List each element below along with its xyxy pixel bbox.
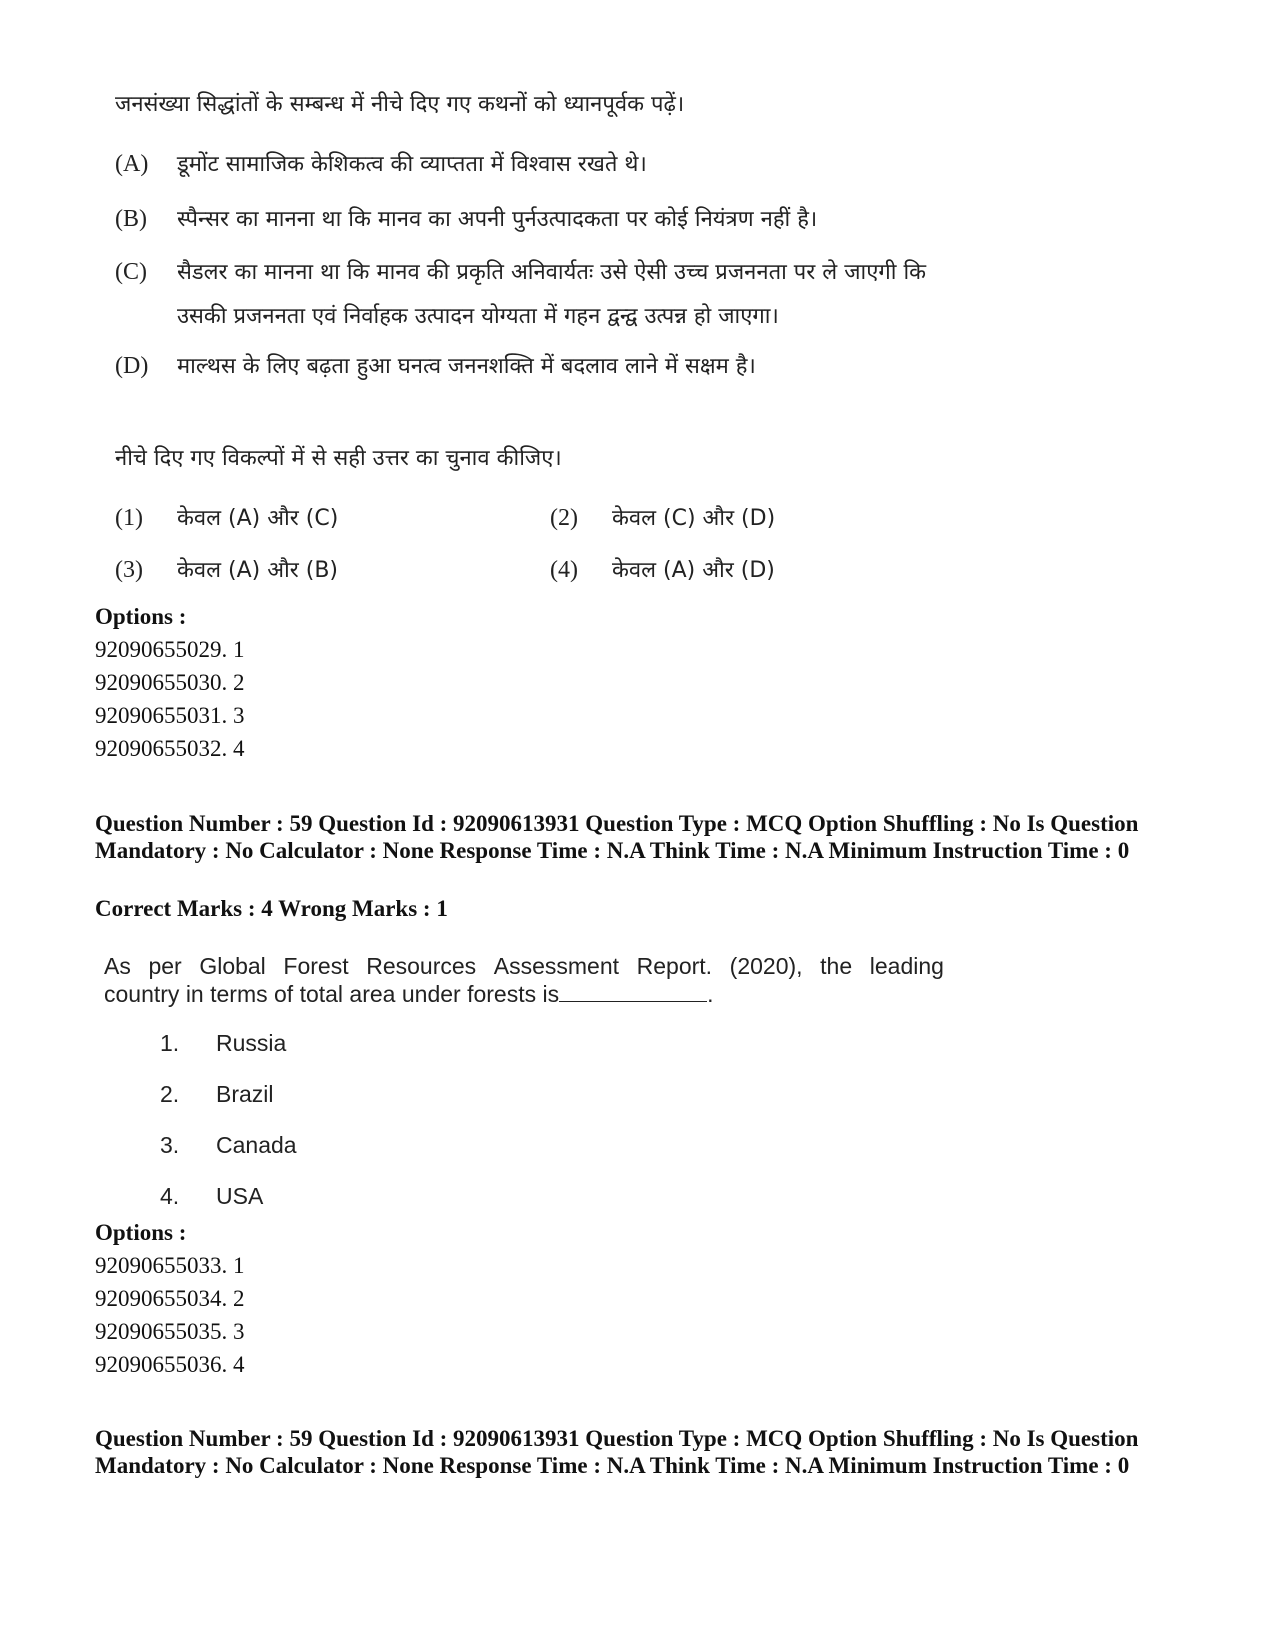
choice-russia: [160, 1030, 286, 1057]
choice-number: (1): [115, 505, 143, 531]
question-word: Global: [199, 953, 266, 979]
option-line: 92090655033. 1: [95, 1253, 245, 1278]
choose-instruction: नीचे दिए गए विकल्पों में से सही उत्तर का चुनाव कीजिए।: [115, 446, 562, 471]
option-line: 92090655032. 4: [95, 736, 245, 761]
option-line: 92090655035. 3: [95, 1319, 245, 1344]
question-word: per: [148, 953, 182, 979]
choice-canada: [160, 1132, 297, 1159]
choice-brazil: [160, 1081, 274, 1108]
option-line: 92090655036. 4: [95, 1352, 245, 1377]
choice-number: (2): [550, 505, 578, 531]
question-word: (2020),: [729, 953, 803, 979]
choice-1: [115, 502, 338, 532]
question-text: country in terms of total area under forests is: [104, 981, 560, 1007]
statement-c: [115, 256, 927, 329]
choice-usa: [160, 1183, 263, 1210]
statement-text: डूमोंट सामाजिक केशिकत्व की व्याप्तता में विश्वास रखते थे।: [177, 152, 647, 177]
statement-text: सैडलर का मानना था कि मानव की प्रकृति अनिवार्यतः उसे ऐसी उच्च प्रजननता पर ले जाएगी कि: [177, 260, 927, 285]
choice-text: केवल (A) और (C): [177, 506, 339, 531]
choice-number: (3): [115, 557, 143, 583]
question-meta: Question Number : 59 Question Id : 92090613931 Question Type : MCQ Option Shuffling : No Is Question Mandatory : No Calculator : None Response Time : N.A Think Time : N.A Minimum Instruction Time : 0: [95, 811, 1139, 863]
question-word: Forest: [283, 953, 349, 979]
statement-text: स्पैन्सर का मानना था कि मानव का अपनी पुर्नउत्पादकता पर कोई नियंत्रण नहीं है।: [177, 207, 818, 232]
statement-text: माल्थस के लिए बढ़ता हुआ घनत्व जननशक्ति में बदलाव लाने में सक्षम है।: [177, 354, 756, 379]
question-end: .: [707, 981, 714, 1007]
question-word: As: [104, 953, 131, 979]
question-word: leading: [869, 953, 944, 979]
option-line: 92090655034. 2: [95, 1286, 245, 1311]
next-question-meta: Question Number : 59 Question Id : 92090613931 Question Type : MCQ Option Shuffling : No Is Question Mandatory : No Calculator : None Response Time : N.A Think Time : N.A Minimum Instruction Time : 0: [95, 1426, 1139, 1478]
options-heading: Options :: [95, 604, 187, 629]
question-word: the: [820, 953, 853, 979]
choice-number: 3.: [160, 1132, 180, 1158]
choice-text: Brazil: [216, 1081, 274, 1107]
choice-2: [550, 502, 775, 532]
choice-3: [115, 554, 338, 584]
choice-number: 1.: [160, 1030, 180, 1056]
answer-blank: [559, 981, 707, 1002]
choice-4: [550, 554, 775, 584]
choice-number: 4.: [160, 1183, 180, 1209]
statement-label: (C): [115, 259, 147, 285]
question-line-1: [104, 952, 944, 980]
choice-number: 2.: [160, 1081, 180, 1107]
statement-d: [115, 350, 756, 380]
options-heading: Options :: [95, 1220, 187, 1245]
choice-text: Canada: [216, 1132, 297, 1158]
statement-label: (A): [115, 151, 149, 177]
marks-line: Correct Marks : 4 Wrong Marks : 1: [95, 896, 448, 921]
question-word: Resources: [366, 953, 477, 979]
statement-a: [115, 148, 647, 178]
choice-text: USA: [216, 1183, 264, 1209]
choice-text: Russia: [216, 1030, 287, 1056]
english-question: [104, 952, 964, 1008]
option-line: 92090655029. 1: [95, 637, 245, 662]
choice-text: केवल (A) और (D): [612, 558, 775, 583]
question-word: Report.: [636, 953, 713, 979]
statement-label: (D): [115, 353, 149, 379]
choice-number: (4): [550, 557, 578, 583]
statement-label: (B): [115, 206, 147, 232]
choice-text: केवल (C) और (D): [612, 506, 776, 531]
statement-text-continued: उसकी प्रजननता एवं निर्वाहक उत्पादन योग्यता में गहन द्वन्द्व उत्पन्न हो जाएगा।: [177, 304, 779, 329]
choice-text: केवल (A) और (B): [177, 558, 339, 583]
statement-b: [115, 203, 817, 233]
question-line-2: [104, 980, 964, 1008]
option-line: 92090655030. 2: [95, 670, 245, 695]
option-line: 92090655031. 3: [95, 703, 245, 728]
question-intro: जनसंख्या सिद्धांतों के सम्बन्ध में नीचे दिए गए कथनों को ध्यानपूर्वक पढ़ें।: [115, 92, 685, 117]
question-word: Assessment: [493, 953, 620, 979]
